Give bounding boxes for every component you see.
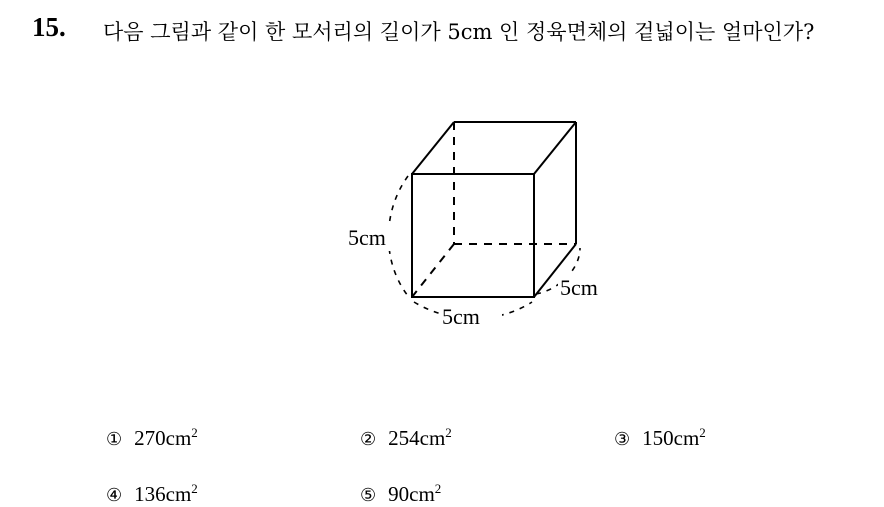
choice-4-exponent: 2	[191, 481, 198, 496]
choice-1-unit: cm	[165, 426, 192, 450]
choice-5-value: 90	[388, 482, 410, 506]
choice-1[interactable]	[106, 425, 198, 451]
choice-2-unit: cm	[419, 426, 446, 450]
choice-2-value: 254	[388, 426, 420, 450]
choice-1-value: 270	[134, 426, 166, 450]
choice-4-value: 136	[134, 482, 166, 506]
choice-4-marker: ④	[106, 485, 123, 506]
label-left-edge: 5cm	[348, 225, 386, 250]
choice-3-marker: ③	[614, 429, 631, 450]
choice-4-unit: cm	[165, 482, 192, 506]
choice-3-value: 150	[642, 426, 674, 450]
choice-3-exponent: 2	[699, 425, 706, 440]
choice-2[interactable]	[360, 425, 452, 451]
question-number: 15.	[32, 12, 66, 42]
cube-edge	[412, 122, 454, 174]
label-right-edge: 5cm	[560, 275, 598, 300]
choice-1-exponent: 2	[191, 425, 198, 440]
cube-front-face	[412, 174, 534, 297]
choice-3-unit: cm	[673, 426, 700, 450]
choice-2-exponent: 2	[445, 425, 452, 440]
choice-2-marker: ②	[360, 429, 377, 450]
cube-edge	[534, 122, 576, 174]
question-text: 다음 그림과 같이 한 모서리의 길이가 5cm 인 정육면체의 겉넓이는 얼마인가?	[103, 20, 815, 44]
choice-5-exponent: 2	[434, 481, 442, 496]
choice-1-marker: ①	[106, 429, 123, 450]
label-bottom-edge: 5cm	[442, 304, 480, 329]
choice-5-marker: ⑤	[360, 485, 377, 506]
choice-5[interactable]	[360, 481, 441, 507]
choice-5-unit: cm	[409, 482, 435, 506]
cube-figure	[330, 112, 630, 342]
choice-4[interactable]	[106, 481, 198, 507]
choice-3[interactable]	[614, 425, 706, 451]
cube-hidden-edge	[412, 244, 454, 297]
